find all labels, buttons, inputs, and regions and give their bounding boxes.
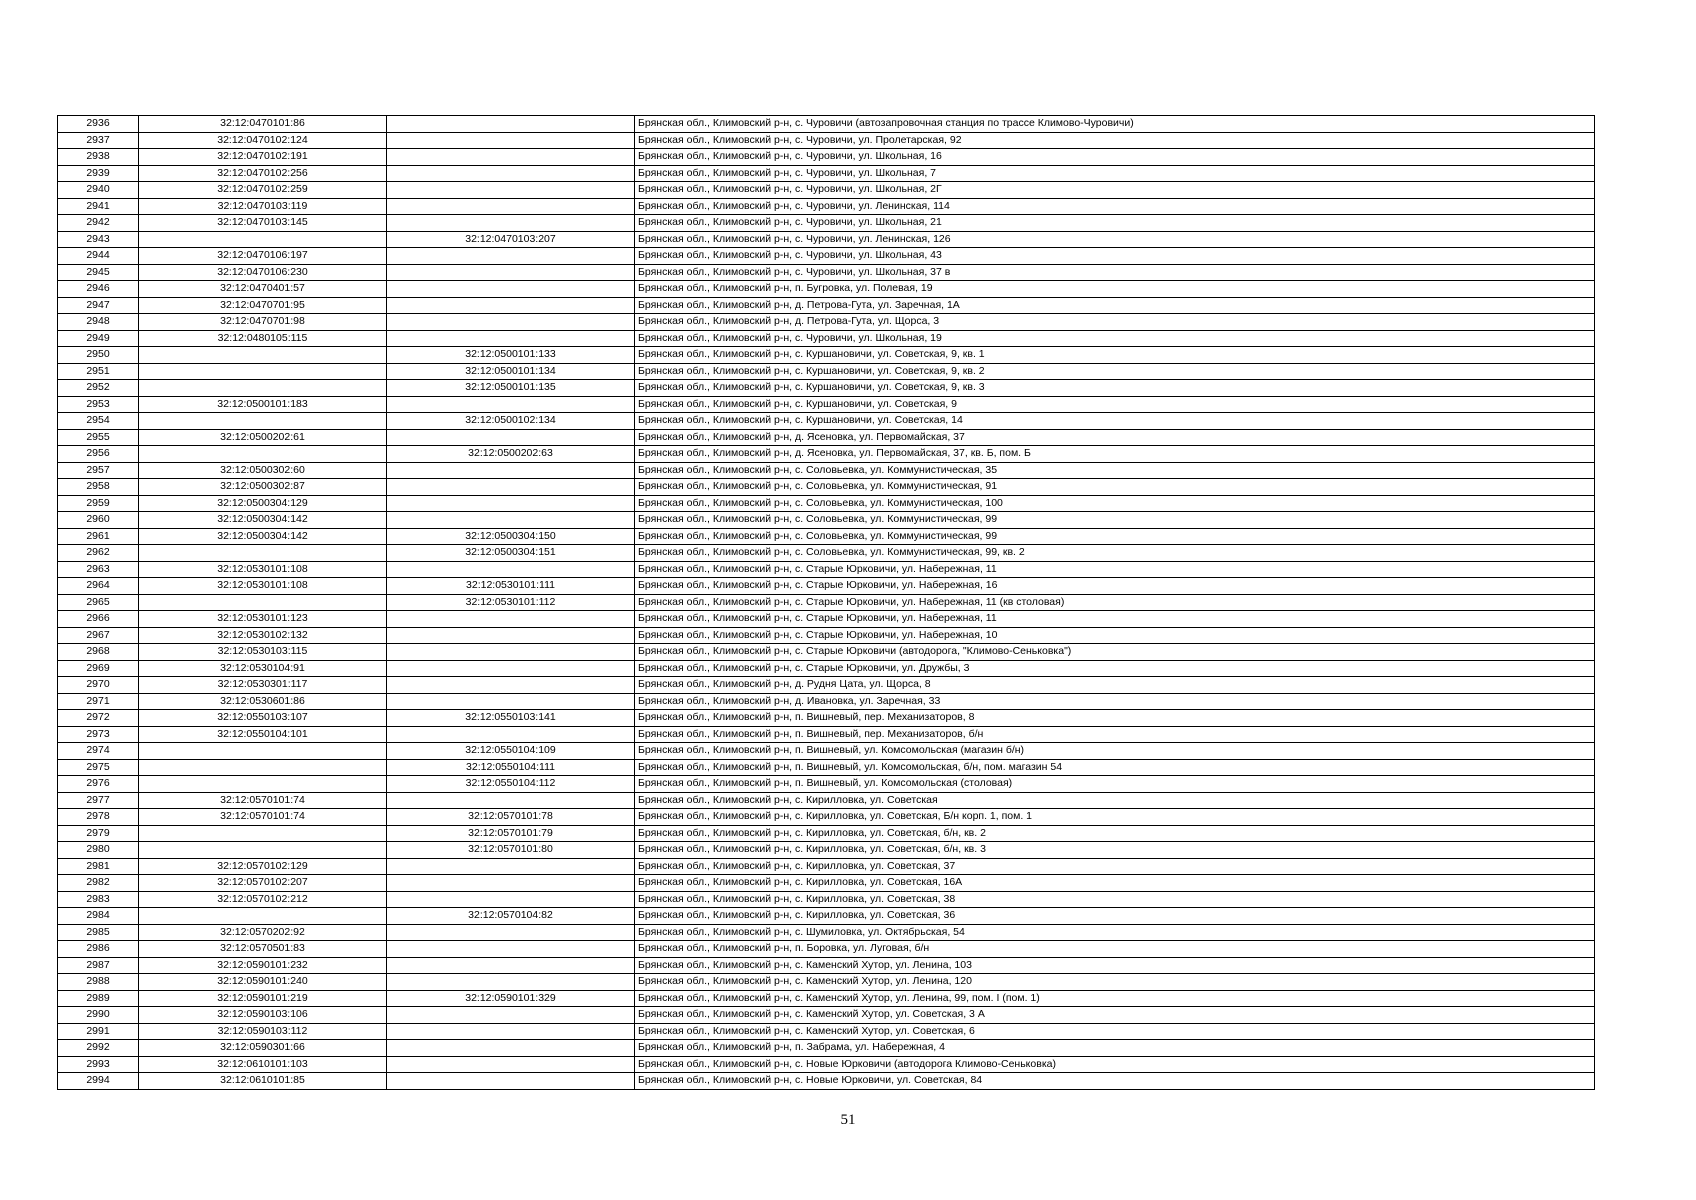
row-number-cell: 2969 [58, 660, 139, 677]
row-number-cell: 2986 [58, 941, 139, 958]
row-number-cell: 2978 [58, 809, 139, 826]
address-cell: Брянская обл., Климовский р-н, п. Вишневый, ул. Комсомольская (столовая) [635, 776, 1595, 793]
address-cell: Брянская обл., Климовский р-н, д. Ясеновка, ул. Первомайская, 37 [635, 429, 1595, 446]
table-row [58, 512, 1595, 529]
row-number-cell: 2944 [58, 248, 139, 265]
address-cell: Брянская обл., Климовский р-н, с. Старые Юрковичи, ул. Дружбы, 3 [635, 660, 1595, 677]
table-row [58, 1056, 1595, 1073]
table-row [58, 990, 1595, 1007]
row-number-cell: 2973 [58, 726, 139, 743]
cadastral-number-cell: 32:12:0570202:92 [139, 924, 387, 941]
table-row [58, 693, 1595, 710]
address-cell: Брянская обл., Климовский р-н, с. Новые Юрковичи, ул. Советская, 84 [635, 1073, 1595, 1090]
cadastral-number-cell: 32:12:0530103:115 [139, 644, 387, 661]
address-cell: Брянская обл., Климовский р-н, п. Вишневый, пер. Механизаторов, 8 [635, 710, 1595, 727]
row-number-cell: 2957 [58, 462, 139, 479]
address-cell: Брянская обл., Климовский р-н, с. Кирилловка, ул. Советская, 16А [635, 875, 1595, 892]
address-cell: Брянская обл., Климовский р-н, с. Кирилловка, ул. Советская, 37 [635, 858, 1595, 875]
row-number-cell: 2967 [58, 627, 139, 644]
cadastral-number-cell: 32:12:0570102:212 [139, 891, 387, 908]
address-cell: Брянская обл., Климовский р-н, с. Каменский Хутор, ул. Ленина, 103 [635, 957, 1595, 974]
cadastral-number-2-cell: 32:12:0500101:134 [387, 363, 635, 380]
address-cell: Брянская обл., Климовский р-н, с. Старые Юрковичи, ул. Набережная, 10 [635, 627, 1595, 644]
address-cell: Брянская обл., Климовский р-н, с. Старые Юрковичи, ул. Набережная, 11 [635, 561, 1595, 578]
table-row [58, 611, 1595, 628]
address-cell: Брянская обл., Климовский р-н, с. Кирилловка, ул. Советская, 38 [635, 891, 1595, 908]
cadastral-number-cell [139, 380, 387, 397]
address-cell: Брянская обл., Климовский р-н, с. Куршановичи, ул. Советская, 9, кв. 1 [635, 347, 1595, 364]
cadastral-number-cell: 32:12:0500302:87 [139, 479, 387, 496]
cadastral-number-cell [139, 842, 387, 859]
table-row [58, 825, 1595, 842]
table-row [58, 396, 1595, 413]
cadastral-number-2-cell [387, 974, 635, 991]
cadastral-number-cell: 32:12:0590101:240 [139, 974, 387, 991]
table-row [58, 165, 1595, 182]
table-row [58, 545, 1595, 562]
table-row [58, 578, 1595, 595]
cadastral-number-cell: 32:12:0590103:112 [139, 1023, 387, 1040]
cadastral-number-2-cell: 32:12:0570101:78 [387, 809, 635, 826]
cadastral-number-cell: 32:12:0470102:256 [139, 165, 387, 182]
cadastral-number-2-cell [387, 941, 635, 958]
table-row [58, 842, 1595, 859]
table-row [58, 710, 1595, 727]
table-row [58, 941, 1595, 958]
row-number-cell: 2992 [58, 1040, 139, 1057]
cadastral-number-2-cell [387, 627, 635, 644]
address-cell: Брянская обл., Климовский р-н, с. Соловьевка, ул. Коммунистическая, 35 [635, 462, 1595, 479]
cadastral-number-cell [139, 363, 387, 380]
row-number-cell: 2958 [58, 479, 139, 496]
registry-table [57, 115, 1595, 1090]
address-cell: Брянская обл., Климовский р-н, д. Ясеновка, ул. Первомайская, 37, кв. Б, пом. Б [635, 446, 1595, 463]
table-row [58, 347, 1595, 364]
row-number-cell: 2976 [58, 776, 139, 793]
cadastral-number-2-cell [387, 957, 635, 974]
table-row [58, 380, 1595, 397]
address-cell: Брянская обл., Климовский р-н, с. Новые Юрковичи (автодорога Климово-Сеньковка) [635, 1056, 1595, 1073]
row-number-cell: 2985 [58, 924, 139, 941]
cadastral-number-cell: 32:12:0530101:108 [139, 578, 387, 595]
cadastral-number-cell: 32:12:0530101:108 [139, 561, 387, 578]
table-row [58, 363, 1595, 380]
address-cell: Брянская обл., Климовский р-н, п. Вишневый, ул. Комсомольская, б/н, пом. магазин 54 [635, 759, 1595, 776]
cadastral-number-2-cell [387, 561, 635, 578]
cadastral-number-2-cell [387, 297, 635, 314]
table-row [58, 974, 1595, 991]
cadastral-number-2-cell: 32:12:0500304:151 [387, 545, 635, 562]
page-number: 51 [840, 1112, 856, 1128]
cadastral-number-2-cell [387, 891, 635, 908]
address-cell: Брянская обл., Климовский р-н, с. Чуровичи (автозапровочная станция по трассе Климово-Чуровичи) [635, 116, 1595, 133]
cadastral-number-2-cell [387, 660, 635, 677]
cadastral-number-cell: 32:12:0470106:230 [139, 264, 387, 281]
table-row [58, 875, 1595, 892]
cadastral-number-2-cell: 32:12:0550104:109 [387, 743, 635, 760]
row-number-cell: 2990 [58, 1007, 139, 1024]
cadastral-number-cell: 32:12:0590301:66 [139, 1040, 387, 1057]
table-row [58, 314, 1595, 331]
row-number-cell: 2940 [58, 182, 139, 199]
address-cell: Брянская обл., Климовский р-н, с. Кирилловка, ул. Советская, Б/н корп. 1, пом. 1 [635, 809, 1595, 826]
cadastral-number-2-cell [387, 479, 635, 496]
cadastral-number-2-cell [387, 677, 635, 694]
table-row [58, 1040, 1595, 1057]
address-cell: Брянская обл., Климовский р-н, с. Чуровичи, ул. Ленинская, 114 [635, 198, 1595, 215]
table-row [58, 446, 1595, 463]
row-number-cell: 2965 [58, 594, 139, 611]
cadastral-number-cell: 32:12:0500101:183 [139, 396, 387, 413]
row-number-cell: 2984 [58, 908, 139, 925]
row-number-cell: 2974 [58, 743, 139, 760]
cadastral-number-cell: 32:12:0470106:197 [139, 248, 387, 265]
cadastral-number-cell [139, 776, 387, 793]
address-cell: Брянская обл., Климовский р-н, с. Старые Юрковичи, ул. Набережная, 16 [635, 578, 1595, 595]
row-number-cell: 2968 [58, 644, 139, 661]
row-number-cell: 2953 [58, 396, 139, 413]
row-number-cell: 2991 [58, 1023, 139, 1040]
address-cell: Брянская обл., Климовский р-н, с. Каменский Хутор, ул. Ленина, 120 [635, 974, 1595, 991]
cadastral-number-2-cell [387, 1073, 635, 1090]
cadastral-number-2-cell [387, 132, 635, 149]
cadastral-number-cell: 32:12:0530101:123 [139, 611, 387, 628]
cadastral-number-cell: 32:12:0470701:98 [139, 314, 387, 331]
table-row [58, 908, 1595, 925]
address-cell: Брянская обл., Климовский р-н, с. Чуровичи, ул. Школьная, 7 [635, 165, 1595, 182]
row-number-cell: 2937 [58, 132, 139, 149]
cadastral-number-cell [139, 743, 387, 760]
table-row [58, 561, 1595, 578]
cadastral-number-2-cell: 32:12:0500102:134 [387, 413, 635, 430]
address-cell: Брянская обл., Климовский р-н, с. Чуровичи, ул. Школьная, 2Г [635, 182, 1595, 199]
cadastral-number-cell: 32:12:0550103:107 [139, 710, 387, 727]
cadastral-number-2-cell [387, 314, 635, 331]
table-row [58, 809, 1595, 826]
cadastral-number-2-cell: 32:12:0550104:112 [387, 776, 635, 793]
cadastral-number-2-cell: 32:12:0590101:329 [387, 990, 635, 1007]
cadastral-number-cell [139, 413, 387, 430]
address-cell: Брянская обл., Климовский р-н, д. Петрова-Гута, ул. Щорса, 3 [635, 314, 1595, 331]
table-row [58, 429, 1595, 446]
cadastral-number-cell [139, 594, 387, 611]
row-number-cell: 2980 [58, 842, 139, 859]
row-number-cell: 2961 [58, 528, 139, 545]
cadastral-number-cell: 32:12:0500304:129 [139, 495, 387, 512]
cadastral-number-cell: 32:12:0570101:74 [139, 809, 387, 826]
cadastral-number-cell [139, 908, 387, 925]
cadastral-number-cell: 32:12:0570101:74 [139, 792, 387, 809]
cadastral-number-2-cell [387, 462, 635, 479]
cadastral-number-cell: 32:12:0530601:86 [139, 693, 387, 710]
row-number-cell: 2962 [58, 545, 139, 562]
row-number-cell: 2960 [58, 512, 139, 529]
address-cell: Брянская обл., Климовский р-н, п. Вишневый, ул. Комсомольская (магазин б/н) [635, 743, 1595, 760]
table-row [58, 743, 1595, 760]
cadastral-number-cell [139, 446, 387, 463]
row-number-cell: 2988 [58, 974, 139, 991]
cadastral-number-2-cell [387, 198, 635, 215]
address-cell: Брянская обл., Климовский р-н, с. Кирилловка, ул. Советская [635, 792, 1595, 809]
cadastral-number-2-cell: 32:12:0530101:112 [387, 594, 635, 611]
address-cell: Брянская обл., Климовский р-н, п. Бугровка, ул. Полевая, 19 [635, 281, 1595, 298]
table-row [58, 198, 1595, 215]
cadastral-number-2-cell [387, 330, 635, 347]
cadastral-number-2-cell: 32:12:0530101:111 [387, 578, 635, 595]
address-cell: Брянская обл., Климовский р-н, с. Куршановичи, ул. Советская, 9, кв. 3 [635, 380, 1595, 397]
row-number-cell: 2977 [58, 792, 139, 809]
row-number-cell: 2983 [58, 891, 139, 908]
cadastral-number-cell: 32:12:0470102:191 [139, 149, 387, 166]
cadastral-number-cell [139, 231, 387, 248]
row-number-cell: 2987 [58, 957, 139, 974]
cadastral-number-2-cell [387, 215, 635, 232]
cadastral-number-cell [139, 347, 387, 364]
cadastral-number-cell: 32:12:0470701:95 [139, 297, 387, 314]
cadastral-number-2-cell [387, 1007, 635, 1024]
table-row [58, 132, 1595, 149]
row-number-cell: 2994 [58, 1073, 139, 1090]
table-row [58, 231, 1595, 248]
table-row [58, 528, 1595, 545]
table-row [58, 776, 1595, 793]
cadastral-number-2-cell [387, 644, 635, 661]
row-number-cell: 2982 [58, 875, 139, 892]
cadastral-number-2-cell [387, 281, 635, 298]
row-number-cell: 2959 [58, 495, 139, 512]
cadastral-number-2-cell: 32:12:0500202:63 [387, 446, 635, 463]
address-cell: Брянская обл., Климовский р-н, с. Соловьевка, ул. Коммунистическая, 91 [635, 479, 1595, 496]
row-number-cell: 2989 [58, 990, 139, 1007]
row-number-cell: 2952 [58, 380, 139, 397]
cadastral-number-cell: 32:12:0470103:119 [139, 198, 387, 215]
cadastral-number-2-cell: 32:12:0500101:135 [387, 380, 635, 397]
table-row [58, 281, 1595, 298]
table-row [58, 413, 1595, 430]
table-row [58, 248, 1595, 265]
cadastral-number-cell: 32:12:0500304:142 [139, 528, 387, 545]
cadastral-number-2-cell [387, 726, 635, 743]
row-number-cell: 2939 [58, 165, 139, 182]
row-number-cell: 2951 [58, 363, 139, 380]
table-row [58, 627, 1595, 644]
cadastral-number-2-cell [387, 858, 635, 875]
table-row [58, 330, 1595, 347]
table-row [58, 149, 1595, 166]
address-cell: Брянская обл., Климовский р-н, д. Ивановка, ул. Заречная, 33 [635, 693, 1595, 710]
cadastral-number-cell: 32:12:0570102:207 [139, 875, 387, 892]
table-row [58, 1073, 1595, 1090]
table-row [58, 1007, 1595, 1024]
cadastral-number-2-cell [387, 1023, 635, 1040]
cadastral-number-2-cell: 32:12:0470103:207 [387, 231, 635, 248]
table-row [58, 182, 1595, 199]
address-cell: Брянская обл., Климовский р-н, п. Боровка, ул. Луговая, б/н [635, 941, 1595, 958]
row-number-cell: 2993 [58, 1056, 139, 1073]
cadastral-number-cell: 32:12:0470102:259 [139, 182, 387, 199]
address-cell: Брянская обл., Климовский р-н, с. Куршановичи, ул. Советская, 14 [635, 413, 1595, 430]
row-number-cell: 2966 [58, 611, 139, 628]
address-cell: Брянская обл., Климовский р-н, с. Кирилловка, ул. Советская, б/н, кв. 2 [635, 825, 1595, 842]
address-cell: Брянская обл., Климовский р-н, с. Чуровичи, ул. Ленинская, 126 [635, 231, 1595, 248]
table-row [58, 957, 1595, 974]
table-row [58, 297, 1595, 314]
row-number-cell: 2970 [58, 677, 139, 694]
cadastral-number-2-cell [387, 396, 635, 413]
address-cell: Брянская обл., Климовский р-н, с. Чуровичи, ул. Школьная, 19 [635, 330, 1595, 347]
table-row [58, 644, 1595, 661]
cadastral-number-2-cell [387, 149, 635, 166]
row-number-cell: 2947 [58, 297, 139, 314]
row-number-cell: 2955 [58, 429, 139, 446]
table-row [58, 215, 1595, 232]
address-cell: Брянская обл., Климовский р-н, с. Каменский Хутор, ул. Ленина, 99, пом. I (пом. 1) [635, 990, 1595, 1007]
cadastral-number-2-cell: 32:12:0570104:82 [387, 908, 635, 925]
cadastral-number-2-cell: 32:12:0570101:79 [387, 825, 635, 842]
cadastral-number-cell: 32:12:0590103:106 [139, 1007, 387, 1024]
cadastral-number-cell: 32:12:0470103:145 [139, 215, 387, 232]
address-cell: Брянская обл., Климовский р-н, с. Чуровичи, ул. Школьная, 16 [635, 149, 1595, 166]
table-row [58, 116, 1595, 133]
table-row [58, 264, 1595, 281]
table-row [58, 462, 1595, 479]
cadastral-number-cell: 32:12:0570501:83 [139, 941, 387, 958]
cadastral-number-2-cell [387, 792, 635, 809]
cadastral-number-cell: 32:12:0500302:60 [139, 462, 387, 479]
address-cell: Брянская обл., Климовский р-н, с. Каменский Хутор, ул. Советская, 3 А [635, 1007, 1595, 1024]
address-cell: Брянская обл., Климовский р-н, с. Кирилловка, ул. Советская, 36 [635, 908, 1595, 925]
address-cell: Брянская обл., Климовский р-н, с. Старые Юрковичи, ул. Набережная, 11 [635, 611, 1595, 628]
row-number-cell: 2948 [58, 314, 139, 331]
row-number-cell: 2954 [58, 413, 139, 430]
cadastral-number-2-cell [387, 116, 635, 133]
table-row [58, 495, 1595, 512]
table-row [58, 1023, 1595, 1040]
address-cell: Брянская обл., Климовский р-н, с. Соловьевка, ул. Коммунистическая, 100 [635, 495, 1595, 512]
table-row [58, 594, 1595, 611]
row-number-cell: 2936 [58, 116, 139, 133]
cadastral-number-cell [139, 759, 387, 776]
address-cell: Брянская обл., Климовский р-н, с. Кирилловка, ул. Советская, б/н, кв. 3 [635, 842, 1595, 859]
cadastral-number-cell: 32:12:0570102:129 [139, 858, 387, 875]
row-number-cell: 2949 [58, 330, 139, 347]
address-cell: Брянская обл., Климовский р-н, с. Шумиловка, ул. Октябрьская, 54 [635, 924, 1595, 941]
table-row [58, 677, 1595, 694]
cadastral-number-2-cell [387, 875, 635, 892]
cadastral-number-2-cell [387, 182, 635, 199]
address-cell: Брянская обл., Климовский р-н, с. Чуровичи, ул. Пролетарская, 92 [635, 132, 1595, 149]
row-number-cell: 2941 [58, 198, 139, 215]
cadastral-number-cell: 32:12:0500304:142 [139, 512, 387, 529]
cadastral-number-cell: 32:12:0530102:132 [139, 627, 387, 644]
row-number-cell: 2950 [58, 347, 139, 364]
cadastral-number-2-cell [387, 429, 635, 446]
cadastral-number-cell [139, 545, 387, 562]
cadastral-number-cell: 32:12:0470401:57 [139, 281, 387, 298]
cadastral-number-cell: 32:12:0470102:124 [139, 132, 387, 149]
cadastral-number-2-cell: 32:12:0570101:80 [387, 842, 635, 859]
address-cell: Брянская обл., Климовский р-н, с. Соловьевка, ул. Коммунистическая, 99 [635, 512, 1595, 529]
cadastral-number-2-cell [387, 512, 635, 529]
row-number-cell: 2979 [58, 825, 139, 842]
address-cell: Брянская обл., Климовский р-н, с. Чуровичи, ул. Школьная, 21 [635, 215, 1595, 232]
address-cell: Брянская обл., Климовский р-н, с. Старые Юрковичи, ул. Набережная, 11 (кв столовая) [635, 594, 1595, 611]
registry-table-body [58, 116, 1595, 1090]
row-number-cell: 2946 [58, 281, 139, 298]
cadastral-number-2-cell [387, 248, 635, 265]
cadastral-number-2-cell: 32:12:0500101:133 [387, 347, 635, 364]
cadastral-number-cell: 32:12:0590101:219 [139, 990, 387, 1007]
address-cell: Брянская обл., Климовский р-н, с. Куршановичи, ул. Советская, 9 [635, 396, 1595, 413]
cadastral-number-cell: 32:12:0530104:91 [139, 660, 387, 677]
table-row [58, 891, 1595, 908]
row-number-cell: 2981 [58, 858, 139, 875]
address-cell: Брянская обл., Климовский р-н, д. Петрова-Гута, ул. Заречная, 1А [635, 297, 1595, 314]
table-row [58, 858, 1595, 875]
cadastral-number-cell: 32:12:0470101:86 [139, 116, 387, 133]
address-cell: Брянская обл., Климовский р-н, с. Старые Юрковичи (автодорога, "Климово-Сеньковка") [635, 644, 1595, 661]
address-cell: Брянская обл., Климовский р-н, с. Куршановичи, ул. Советская, 9, кв. 2 [635, 363, 1595, 380]
row-number-cell: 2963 [58, 561, 139, 578]
cadastral-number-cell [139, 825, 387, 842]
address-cell: Брянская обл., Климовский р-н, п. Забрама, ул. Набережная, 4 [635, 1040, 1595, 1057]
row-number-cell: 2945 [58, 264, 139, 281]
address-cell: Брянская обл., Климовский р-н, с. Чуровичи, ул. Школьная, 37 в [635, 264, 1595, 281]
address-cell: Брянская обл., Климовский р-н, с. Каменский Хутор, ул. Советская, 6 [635, 1023, 1595, 1040]
cadastral-number-2-cell [387, 165, 635, 182]
cadastral-number-cell: 32:12:0530301:117 [139, 677, 387, 694]
cadastral-number-2-cell [387, 1056, 635, 1073]
table-row [58, 660, 1595, 677]
row-number-cell: 2956 [58, 446, 139, 463]
address-cell: Брянская обл., Климовский р-н, д. Рудня Цата, ул. Щорса, 8 [635, 677, 1595, 694]
cadastral-number-cell: 32:12:0550104:101 [139, 726, 387, 743]
row-number-cell: 2971 [58, 693, 139, 710]
cadastral-number-cell: 32:12:0610101:85 [139, 1073, 387, 1090]
cadastral-number-cell: 32:12:0480105:115 [139, 330, 387, 347]
table-row [58, 479, 1595, 496]
row-number-cell: 2964 [58, 578, 139, 595]
address-cell: Брянская обл., Климовский р-н, с. Соловьевка, ул. Коммунистическая, 99, кв. 2 [635, 545, 1595, 562]
row-number-cell: 2975 [58, 759, 139, 776]
row-number-cell: 2972 [58, 710, 139, 727]
table-row [58, 924, 1595, 941]
cadastral-number-2-cell [387, 693, 635, 710]
cadastral-number-2-cell [387, 924, 635, 941]
cadastral-number-2-cell: 32:12:0500304:150 [387, 528, 635, 545]
address-cell: Брянская обл., Климовский р-н, с. Соловьевка, ул. Коммунистическая, 99 [635, 528, 1595, 545]
cadastral-number-cell: 32:12:0590101:232 [139, 957, 387, 974]
cadastral-number-2-cell [387, 495, 635, 512]
row-number-cell: 2938 [58, 149, 139, 166]
row-number-cell: 2942 [58, 215, 139, 232]
address-cell: Брянская обл., Климовский р-н, п. Вишневый, пер. Механизаторов, б/н [635, 726, 1595, 743]
cadastral-number-2-cell: 32:12:0550103:141 [387, 710, 635, 727]
cadastral-number-cell: 32:12:0500202:61 [139, 429, 387, 446]
cadastral-number-2-cell: 32:12:0550104:111 [387, 759, 635, 776]
address-cell: Брянская обл., Климовский р-н, с. Чуровичи, ул. Школьная, 43 [635, 248, 1595, 265]
cadastral-number-2-cell [387, 1040, 635, 1057]
cadastral-number-2-cell [387, 264, 635, 281]
cadastral-number-2-cell [387, 611, 635, 628]
cadastral-number-cell: 32:12:0610101:103 [139, 1056, 387, 1073]
table-row [58, 726, 1595, 743]
table-row [58, 759, 1595, 776]
table-row [58, 792, 1595, 809]
row-number-cell: 2943 [58, 231, 139, 248]
